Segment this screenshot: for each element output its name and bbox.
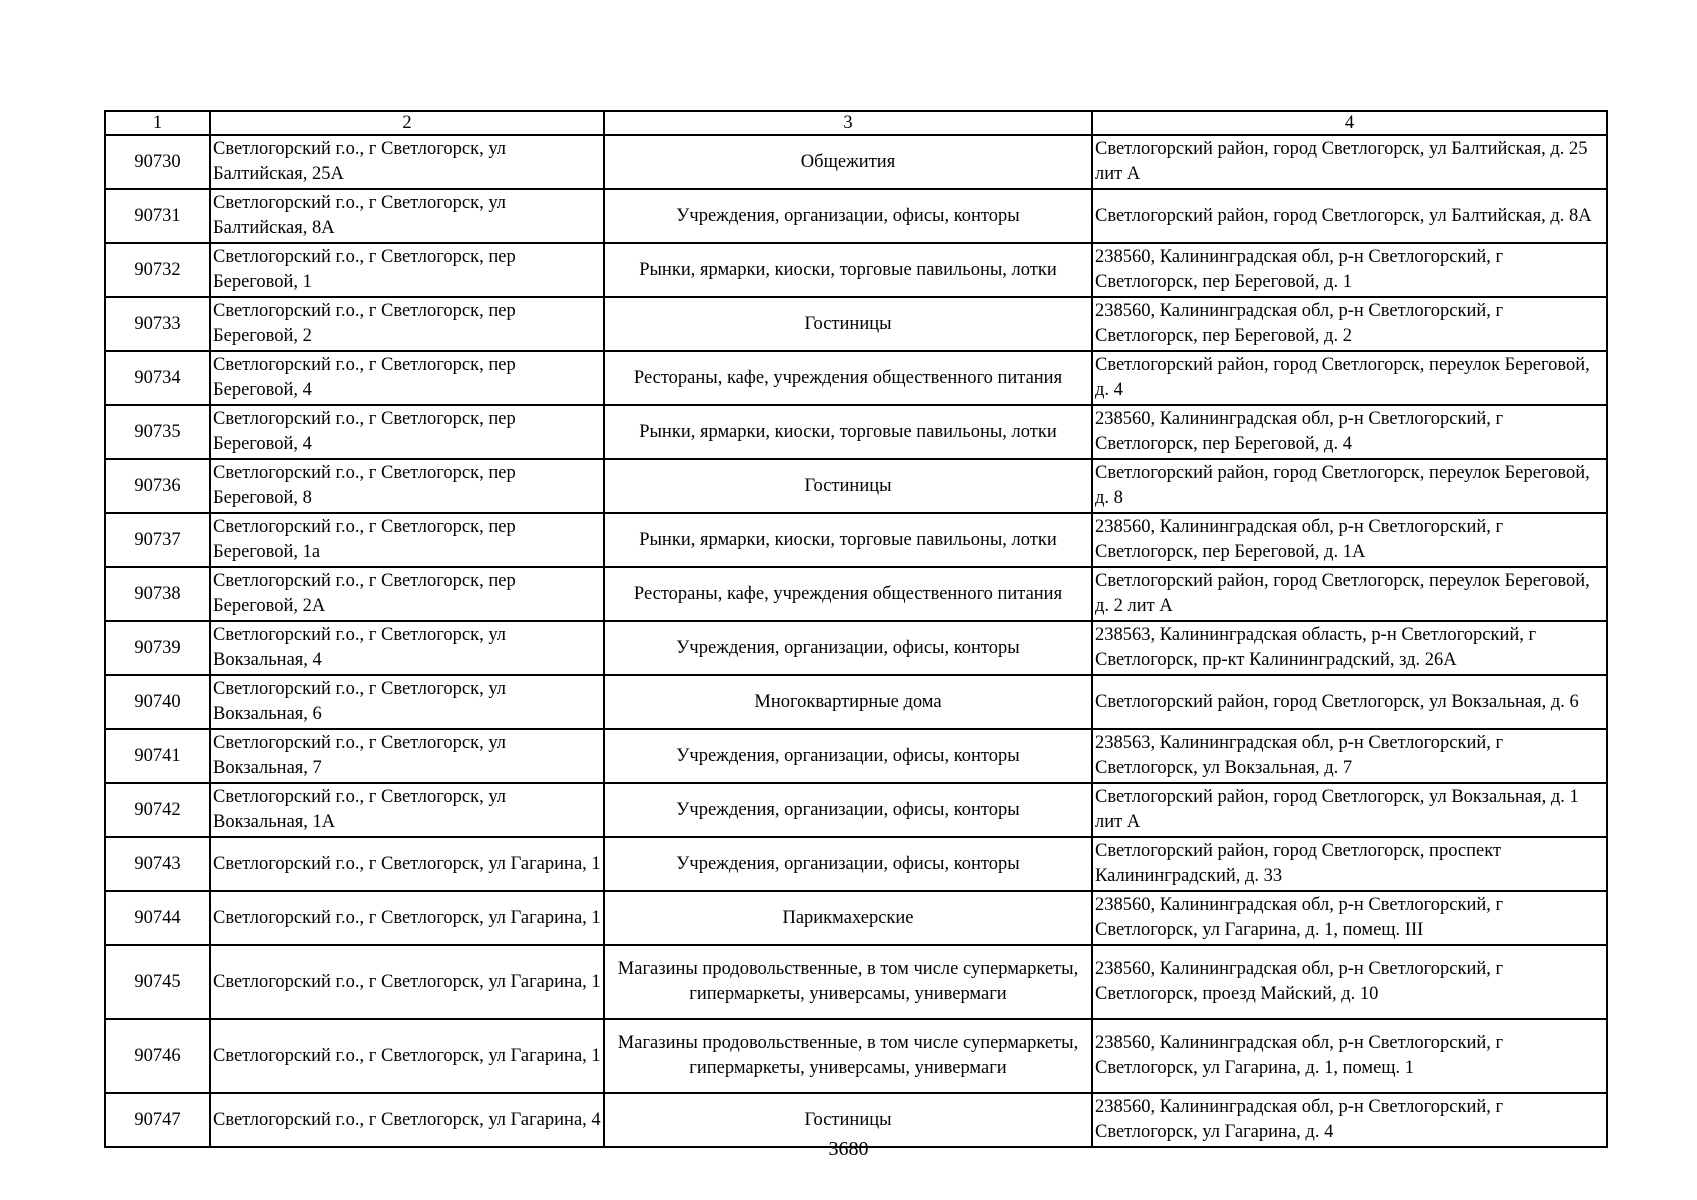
row-category-cell: Рестораны, кафе, учреждения общественного питания bbox=[604, 567, 1092, 621]
row-full-address-cell: 238560, Калининградская обл, р-н Светлогорский, г Светлогорск, пер Береговой, д. 1 bbox=[1092, 243, 1607, 297]
row-category-cell: Рынки, ярмарки, киоски, торговые павильоны, лотки bbox=[604, 243, 1092, 297]
row-full-address-cell: Светлогорский район, город Светлогорск, проспект Калининградский, д. 33 bbox=[1092, 837, 1607, 891]
row-full-address-cell: 238563, Калининградская область, р-н Светлогорский, г Светлогорск, пр-кт Калининградский, зд. 26А bbox=[1092, 621, 1607, 675]
row-address-cell: Светлогорский г.о., г Светлогорск, ул Балтийская, 8А bbox=[210, 189, 604, 243]
row-full-address-cell: 238560, Калининградская обл, р-н Светлогорский, г Светлогорск, проезд Майский, д. 10 bbox=[1092, 945, 1607, 1019]
row-full-address-cell: Светлогорский район, город Светлогорск, ул Вокзальная, д. 1 лит А bbox=[1092, 783, 1607, 837]
row-category-cell: Магазины продовольственные, в том числе супермаркеты, гипермаркеты, универсамы, универмаги bbox=[604, 945, 1092, 1019]
table-row bbox=[105, 729, 1607, 783]
table-row bbox=[105, 837, 1607, 891]
row-full-address-cell: 238560, Калининградская обл, р-н Светлогорский, г Светлогорск, пер Береговой, д. 1А bbox=[1092, 513, 1607, 567]
row-id-cell: 90737 bbox=[105, 513, 210, 567]
table-row bbox=[105, 675, 1607, 729]
row-id-cell: 90742 bbox=[105, 783, 210, 837]
row-id-cell: 90738 bbox=[105, 567, 210, 621]
row-category-cell: Рынки, ярмарки, киоски, торговые павильоны, лотки bbox=[604, 405, 1092, 459]
row-address-cell: Светлогорский г.о., г Светлогорск, пер Береговой, 8 bbox=[210, 459, 604, 513]
row-address-cell: Светлогорский г.о., г Светлогорск, ул Гагарина, 1 bbox=[210, 891, 604, 945]
row-full-address-cell: Светлогорский район, город Светлогорск, ул Вокзальная, д. 6 bbox=[1092, 675, 1607, 729]
row-category-cell: Рынки, ярмарки, киоски, торговые павильоны, лотки bbox=[604, 513, 1092, 567]
row-address-cell: Светлогорский г.о., г Светлогорск, ул Вокзальная, 6 bbox=[210, 675, 604, 729]
row-address-cell: Светлогорский г.о., г Светлогорск, ул Вокзальная, 7 bbox=[210, 729, 604, 783]
row-category-cell: Гостиницы bbox=[604, 1093, 1092, 1147]
table-row bbox=[105, 513, 1607, 567]
row-category-cell: Рестораны, кафе, учреждения общественного питания bbox=[604, 351, 1092, 405]
table-row bbox=[105, 297, 1607, 351]
row-category-cell: Учреждения, организации, офисы, конторы bbox=[604, 189, 1092, 243]
table-row bbox=[105, 945, 1607, 1019]
row-address-cell: Светлогорский г.о., г Светлогорск, пер Береговой, 2А bbox=[210, 567, 604, 621]
row-address-cell: Светлогорский г.о., г Светлогорск, пер Береговой, 1 bbox=[210, 243, 604, 297]
table-header-row bbox=[105, 111, 1607, 135]
row-full-address-cell: 238560, Калининградская обл, р-н Светлогорский, г Светлогорск, ул Гагарина, д. 1, помещ. 1 bbox=[1092, 1019, 1607, 1093]
column-header-1: 1 bbox=[105, 111, 210, 135]
page-number: 3680 bbox=[828, 1138, 869, 1160]
row-category-cell: Парикмахерские bbox=[604, 891, 1092, 945]
column-header-4: 4 bbox=[1092, 111, 1607, 135]
column-header-3: 3 bbox=[604, 111, 1092, 135]
row-category-cell: Многоквартирные дома bbox=[604, 675, 1092, 729]
row-id-cell: 90747 bbox=[105, 1093, 210, 1147]
row-address-cell: Светлогорский г.о., г Светлогорск, ул Вокзальная, 1А bbox=[210, 783, 604, 837]
row-full-address-cell: Светлогорский район, город Светлогорск, переулок Береговой, д. 2 лит А bbox=[1092, 567, 1607, 621]
table-row bbox=[105, 1019, 1607, 1093]
table-row bbox=[105, 567, 1607, 621]
table-row bbox=[105, 783, 1607, 837]
row-id-cell: 90736 bbox=[105, 459, 210, 513]
row-id-cell: 90744 bbox=[105, 891, 210, 945]
table-row bbox=[105, 405, 1607, 459]
table-body bbox=[105, 111, 1607, 1147]
row-category-cell: Гостиницы bbox=[604, 297, 1092, 351]
table-row bbox=[105, 243, 1607, 297]
table-row bbox=[105, 459, 1607, 513]
table-row bbox=[105, 351, 1607, 405]
row-address-cell: Светлогорский г.о., г Светлогорск, пер Береговой, 4 bbox=[210, 351, 604, 405]
row-address-cell: Светлогорский г.о., г Светлогорск, пер Береговой, 2 bbox=[210, 297, 604, 351]
row-category-cell: Учреждения, организации, офисы, конторы bbox=[604, 729, 1092, 783]
row-address-cell: Светлогорский г.о., г Светлогорск, ул Балтийская, 25А bbox=[210, 135, 604, 189]
row-id-cell: 90739 bbox=[105, 621, 210, 675]
row-id-cell: 90734 bbox=[105, 351, 210, 405]
row-full-address-cell: 238563, Калининградская обл, р-н Светлогорский, г Светлогорск, ул Вокзальная, д. 7 bbox=[1092, 729, 1607, 783]
row-full-address-cell: Светлогорский район, город Светлогорск, ул Балтийская, д. 8А bbox=[1092, 189, 1607, 243]
row-id-cell: 90735 bbox=[105, 405, 210, 459]
row-id-cell: 90746 bbox=[105, 1019, 210, 1093]
row-category-cell: Учреждения, организации, офисы, конторы bbox=[604, 783, 1092, 837]
row-category-cell: Учреждения, организации, офисы, конторы bbox=[604, 837, 1092, 891]
row-full-address-cell: 238560, Калининградская обл, р-н Светлогорский, г Светлогорск, ул Гагарина, д. 1, помещ. III bbox=[1092, 891, 1607, 945]
row-category-cell: Гостиницы bbox=[604, 459, 1092, 513]
table-row bbox=[105, 189, 1607, 243]
row-id-cell: 90731 bbox=[105, 189, 210, 243]
row-id-cell: 90743 bbox=[105, 837, 210, 891]
row-full-address-cell: Светлогорский район, город Светлогорск, ул Балтийская, д. 25 лит А bbox=[1092, 135, 1607, 189]
row-address-cell: Светлогорский г.о., г Светлогорск, ул Гагарина, 1 bbox=[210, 945, 604, 1019]
row-address-cell: Светлогорский г.о., г Светлогорск, ул Гагарина, 1 bbox=[210, 1019, 604, 1093]
row-full-address-cell: 238560, Калининградская обл, р-н Светлогорский, г Светлогорск, ул Гагарина, д. 4 bbox=[1092, 1093, 1607, 1147]
data-table bbox=[104, 110, 1608, 1148]
row-id-cell: 90732 bbox=[105, 243, 210, 297]
row-id-cell: 90740 bbox=[105, 675, 210, 729]
table-row bbox=[105, 135, 1607, 189]
row-address-cell: Светлогорский г.о., г Светлогорск, ул Вокзальная, 4 bbox=[210, 621, 604, 675]
row-id-cell: 90733 bbox=[105, 297, 210, 351]
table-row bbox=[105, 891, 1607, 945]
table-row bbox=[105, 621, 1607, 675]
row-full-address-cell: Светлогорский район, город Светлогорск, переулок Береговой, д. 4 bbox=[1092, 351, 1607, 405]
row-full-address-cell: 238560, Калининградская обл, р-н Светлогорский, г Светлогорск, пер Береговой, д. 4 bbox=[1092, 405, 1607, 459]
row-full-address-cell: 238560, Калининградская обл, р-н Светлогорский, г Светлогорск, пер Береговой, д. 2 bbox=[1092, 297, 1607, 351]
row-category-cell: Общежития bbox=[604, 135, 1092, 189]
row-id-cell: 90741 bbox=[105, 729, 210, 783]
row-id-cell: 90730 bbox=[105, 135, 210, 189]
row-address-cell: Светлогорский г.о., г Светлогорск, ул Гагарина, 1 bbox=[210, 837, 604, 891]
row-address-cell: Светлогорский г.о., г Светлогорск, пер Береговой, 4 bbox=[210, 405, 604, 459]
row-address-cell: Светлогорский г.о., г Светлогорск, ул Гагарина, 4 bbox=[210, 1093, 604, 1147]
column-header-2: 2 bbox=[210, 111, 604, 135]
row-category-cell: Учреждения, организации, офисы, конторы bbox=[604, 621, 1092, 675]
row-category-cell: Магазины продовольственные, в том числе супермаркеты, гипермаркеты, универсамы, универмаги bbox=[604, 1019, 1092, 1093]
row-id-cell: 90745 bbox=[105, 945, 210, 1019]
row-address-cell: Светлогорский г.о., г Светлогорск, пер Береговой, 1а bbox=[210, 513, 604, 567]
row-full-address-cell: Светлогорский район, город Светлогорск, переулок Береговой, д. 8 bbox=[1092, 459, 1607, 513]
